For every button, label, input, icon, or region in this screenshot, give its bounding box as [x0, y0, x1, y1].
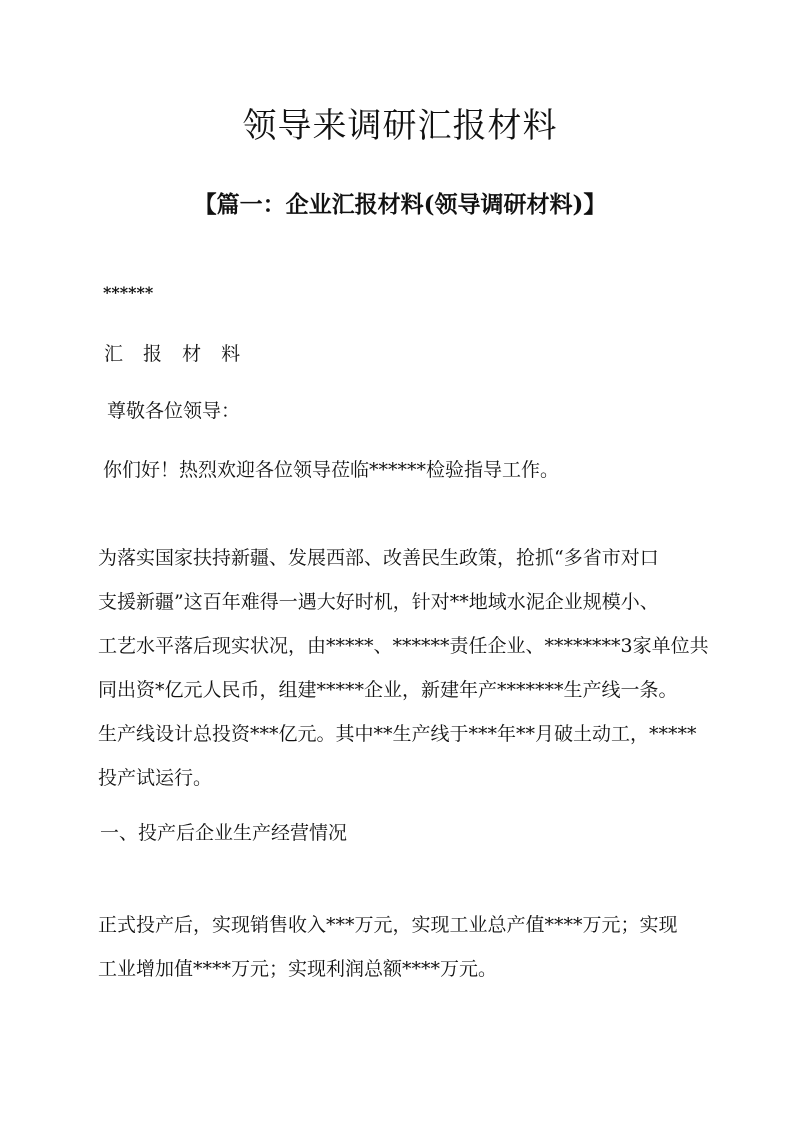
report-heading: 汇 报 材 料	[104, 343, 248, 365]
document-title: 领导来调研汇报材料	[242, 106, 558, 146]
paragraph-line: 投产试运行。	[98, 767, 213, 789]
document-subtitle: 【篇一：企业汇报材料(领导调研材料)】	[193, 191, 607, 218]
paragraph-line: 工业增加值****万元；实现利润总额****万元。	[98, 958, 498, 980]
company-name-placeholder: ******	[103, 283, 154, 302]
greeting: 你们好！热烈欢迎各位领导莅临******检验指导工作。	[103, 459, 560, 481]
paragraph-line: 正式投产后，实现销售收入***万元，实现工业总产值****万元；实现	[98, 914, 678, 936]
paragraph-line: 同出资*亿元人民币，组建*****企业，新建年产*******生产线一条。	[98, 679, 678, 701]
paragraph-line: 生产线设计总投资***亿元。其中**生产线于***年**月破土动工，*****	[98, 723, 697, 745]
section-heading: 一、投产后企业生产经营情况	[100, 822, 348, 844]
paragraph-line: 支援新疆”这百年难得一遇大好时机，针对**地域水泥企业规模小、	[98, 591, 659, 613]
paragraph-line: 为落实国家扶持新疆、发展西部、改善民生政策，抢抓“多省市对口	[98, 547, 659, 569]
paragraph-line: 工艺水平落后现实状况，由*****、******责任企业、********3家单位共	[98, 635, 709, 657]
salutation: 尊敬各位领导：	[107, 400, 241, 422]
paragraph-operations	[98, 903, 708, 991]
paragraph-background	[98, 536, 708, 800]
